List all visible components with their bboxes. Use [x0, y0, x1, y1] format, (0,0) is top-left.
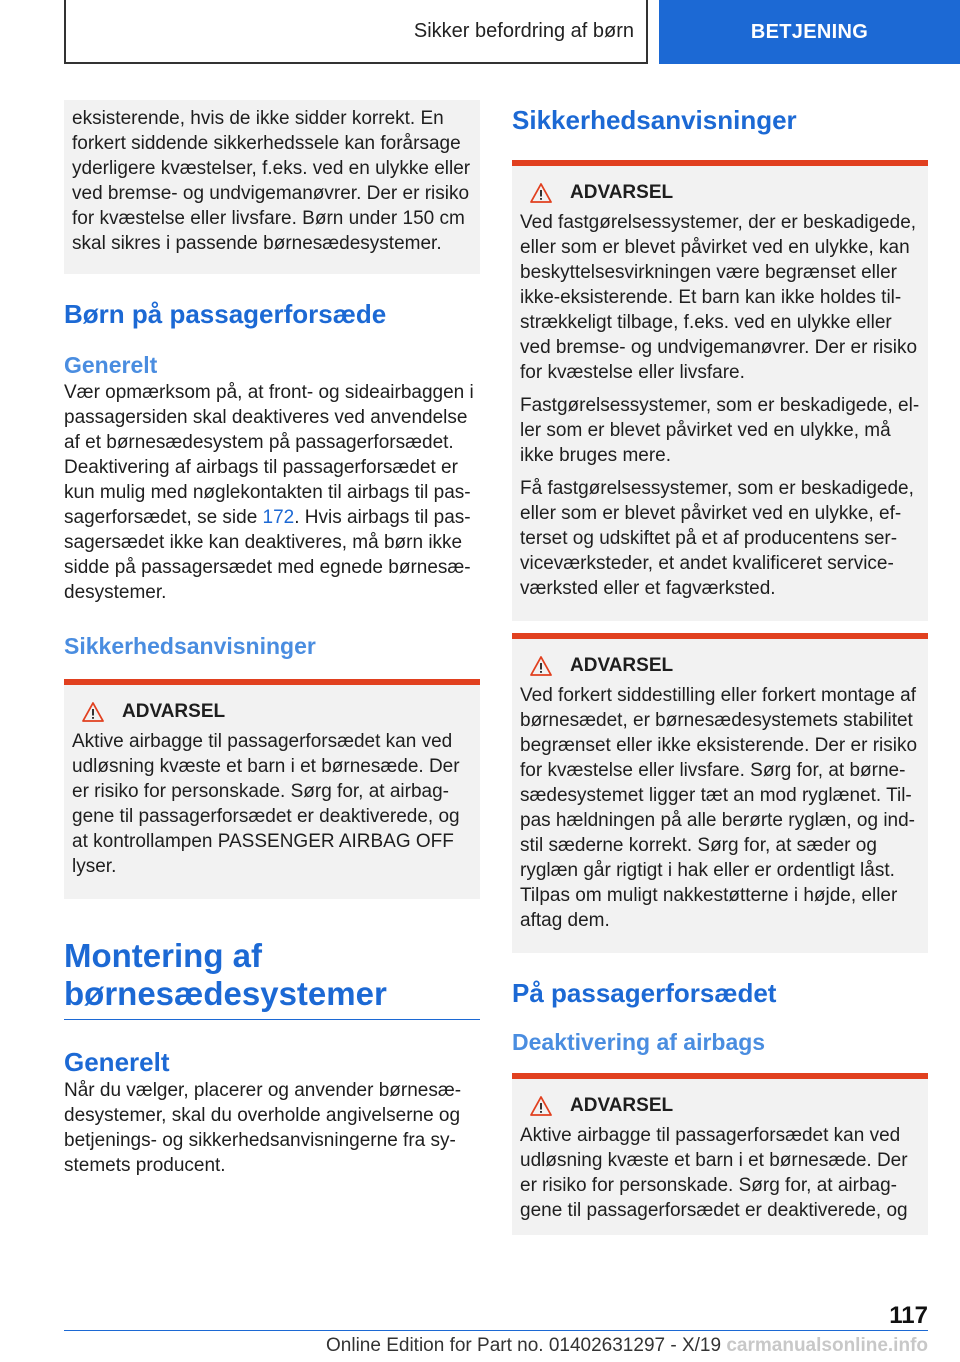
warning-text: Ved forkert siddestilling eller forkert montage af børnesædet, er børnesædesystemets stabilitet begrænset eller ikke eksisterende. Der er risiko for kvæstelse eller livsfare. Sørg for, at børne-sædesystemet ligger tæt an mod ryglænet. Til-pas hældningen på alle berørte ryglæn, og ind-stil sæderne korrekt. Sørg for, at sæder og ryglæn går rigtigt i hak eller er ordentligt låst. Tilpas om muligt nakkestøtterne i højde, eller aftag dem. — [520, 685, 918, 931]
header-chapter-title: BETJENING — [750, 20, 869, 43]
warning-text: Aktive airbagge til passagerforsædet kan ved udløsning kvæste et barn i et børnesæde. Der er risiko for personskade. Sørg for, at airbag-gene til passagerforsædet er deaktiverede, og at kontrollampen PASSENGER AIRBAG OFF lyser. — [72, 731, 460, 877]
warning-box-seating — [512, 633, 928, 953]
warning-box-fastening — [512, 160, 928, 621]
warning-title: ADVARSEL — [570, 182, 674, 203]
warning-title: ADVARSEL — [122, 701, 226, 722]
warning-triangle-icon — [530, 183, 552, 203]
warning-title-row — [72, 701, 472, 723]
general-paragraph — [64, 380, 480, 605]
watermark: carmanualsonline.info — [726, 1335, 928, 1356]
heading-general-2: Generelt — [64, 1047, 170, 1077]
warning-title: ADVARSEL — [570, 655, 674, 676]
heading-safety-left: Sikkerhedsanvisninger — [64, 633, 316, 659]
heading-on-passenger-seat: På passagerforsædet — [512, 978, 777, 1008]
warning-title-row — [520, 182, 920, 204]
continued-warning-text: eksisterende, hvis de ikke sidder korrekt. En forkert siddende sikkerhedssele kan forårsage yderligere kvæstelser, f.eks. ved en ulykke eller ved bremse- og undvigemanøvrer. Der er risiko for kvæstelse eller livsfare. Børn under 150 cm skal sikres i passende børnesædesystemer. — [72, 108, 471, 254]
heading-passenger-seat: Børn på passagerforsæde — [64, 299, 387, 329]
header-chapter[interactable] — [659, 0, 960, 64]
warning-triangle-icon — [82, 702, 104, 722]
footer-edition: Online Edition for Part no. 01402631297 - X/19 — [326, 1335, 722, 1356]
warning-triangle-icon — [530, 1096, 552, 1116]
warning-text-p2: Fastgørelsessystemer, som er beskadigede, el-ler som er blevet påvirket ved en ulykke, må ikke bruges mere. — [520, 395, 920, 466]
general2-paragraph: Når du vælger, placerer og anvender børnesæ-desystemer, skal du overholde angivelserne og betjenings- og sikkerhedsanvisningerne fra sy-stemets producent. — [64, 1080, 462, 1176]
warning-title: ADVARSEL — [570, 1095, 674, 1116]
right-column — [512, 100, 928, 1235]
warning-triangle-icon — [530, 656, 552, 676]
warning-text: Aktive airbagge til passagerforsædet kan ved udløsning kvæste et barn i et børnesæde. Der er risiko for personskade. Sørg for, at airbag-gene til passagerforsædet er deaktiverede, og — [520, 1125, 908, 1221]
header-section-title: Sikker befordring af børn — [413, 19, 634, 42]
warning-title-row — [520, 1095, 920, 1117]
warning-text-p3: Få fastgørelsessystemer, som er beskadigede, eller som er blevet påvirket ved en ulykke, ef-terset og udskiftet på et af producentens ser-viceværksteder, et andet kvalificeret service-værksted eller et fagværksted. — [520, 478, 914, 599]
heading-deactivation: Deaktivering af airbags — [512, 1029, 766, 1055]
heading-safety-right: Sikkerhedsanvisninger — [512, 105, 797, 135]
footer-edition-line — [326, 1335, 928, 1357]
general-text-b: . Hvis airbags til pas-sagersædet ikke kan deaktiveres, må børn ikke sidde på passagersædet med egnede børnesæ-desystemer. — [64, 507, 471, 603]
page-link-172[interactable]: 172 — [262, 507, 295, 528]
warning-text-p1: Ved fastgørelsessystemer, der er beskadigede, eller som er blevet påvirket ved en ulykke, kan beskyttelsesvirkningen være begrænset eller ikke-eksisterende. Et barn kan ikke holdes til-strækkeligt tilbage, f.eks. ved en ulykke eller ved bremse- og undvigemanøvrer. Der er risiko for kvæstelse eller livsfare. — [520, 212, 918, 383]
general-text-a: Vær opmærksom på, at front- og sideairbaggen i passagersiden skal deaktiveres ved anvendelse af et børnesædesystem på passagerforsædet. Deaktivering af airbags til passagerforsædet er kun mulig med nøglekontakten til airbags til pas-sagerforsædet, se side — [64, 382, 474, 528]
heading-mounting: Montering af børnesædesystemer — [64, 937, 480, 1020]
warning-box-airbag-deactivation — [512, 1073, 928, 1235]
footer-divider — [64, 1330, 928, 1331]
header-section — [64, 0, 648, 64]
heading-general: Generelt — [64, 352, 158, 378]
continued-warning-box — [64, 100, 480, 274]
page-number: 117 — [889, 1302, 928, 1329]
warning-box-airbag — [64, 679, 480, 899]
warning-title-row — [520, 655, 920, 677]
left-column — [64, 100, 480, 1178]
